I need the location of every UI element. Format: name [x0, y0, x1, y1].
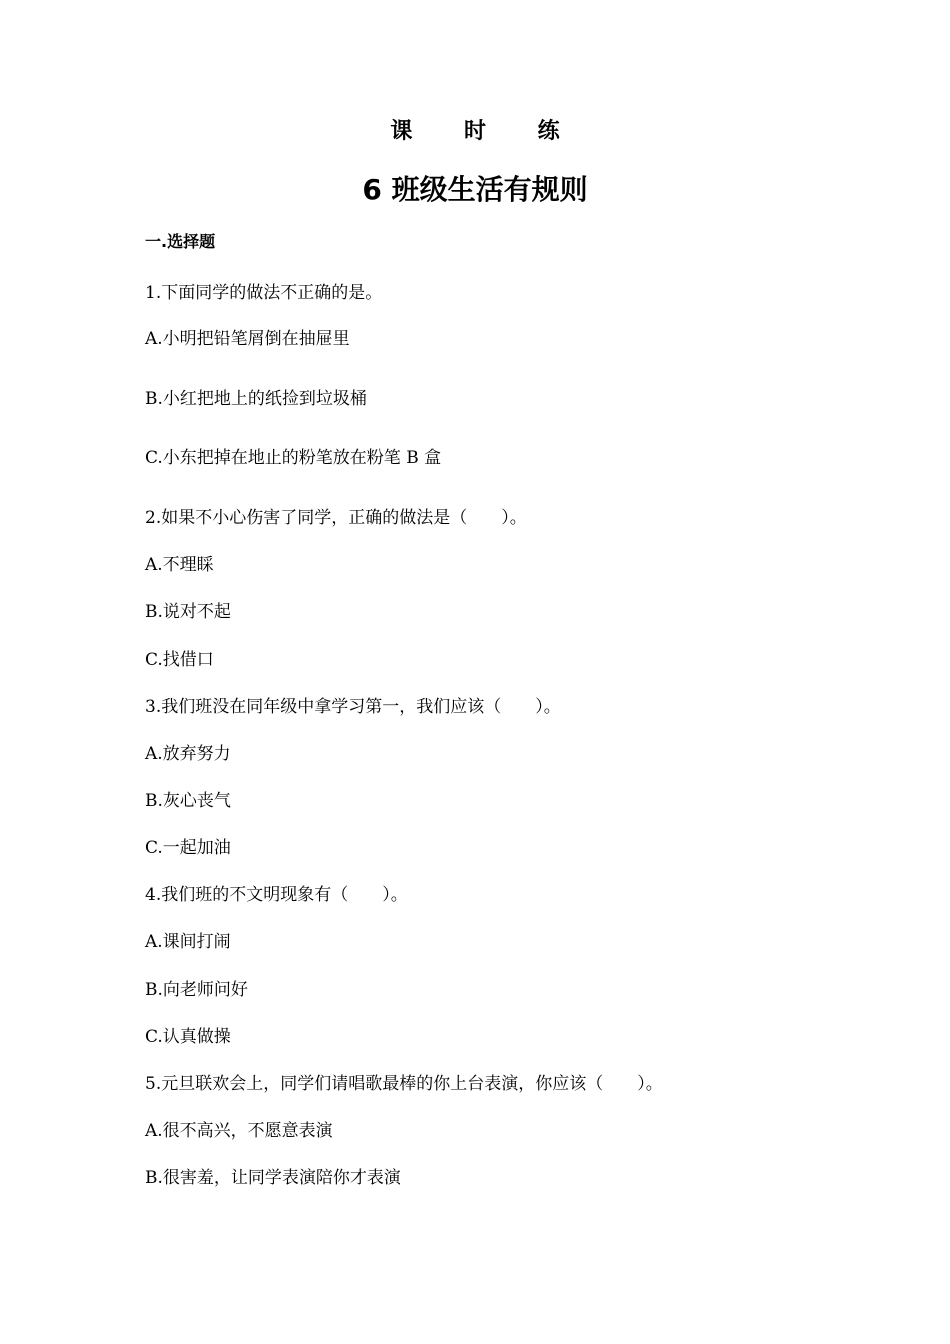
- question-5-option-a: A.很不高兴，不愿意表演: [145, 1121, 333, 1141]
- section-heading: 一.选择题: [145, 232, 216, 251]
- question-2-option-b: B.说对不起: [145, 602, 231, 622]
- question-2-option-c: C.找借口: [145, 650, 214, 670]
- page-title: 6 班级生活有规则: [362, 173, 588, 206]
- question-4-option-a: A.课间打闹: [145, 932, 231, 952]
- question-3-stem: 3.我们班没在同年级中拿学习第一，我们应该（ ）。: [145, 697, 561, 717]
- question-4-stem: 4.我们班的不文明现象有（ ）。: [145, 885, 408, 905]
- question-4-option-b: B.向老师问好: [145, 980, 248, 1000]
- question-2-option-a: A.不理睬: [145, 555, 214, 575]
- question-3-option-a: A.放弃努力: [145, 744, 231, 764]
- question-3-option-b: B.灰心丧气: [145, 791, 231, 811]
- page-subtitle: 课 时 练: [390, 119, 582, 144]
- question-1-option-c: C.小东把掉在地止的粉笔放在粉笔 B 盒: [145, 448, 442, 468]
- question-1-option-a: A.小明把铅笔屑倒在抽屉里: [145, 329, 350, 349]
- question-4-option-c: C.认真做操: [145, 1027, 231, 1047]
- question-1-option-b: B.小红把地上的纸捡到垃圾桶: [145, 389, 367, 409]
- question-5-stem: 5.元旦联欢会上，同学们请唱歌最棒的你上台表演，你应该（ ）。: [145, 1074, 663, 1094]
- question-2-stem: 2.如果不小心伤害了同学，正确的做法是（ ）。: [145, 508, 527, 528]
- question-3-option-c: C.一起加油: [145, 838, 231, 858]
- question-5-option-b: B.很害羞，让同学表演陪你才表演: [145, 1168, 401, 1188]
- question-1-stem: 1.下面同学的做法不正确的是。: [145, 283, 383, 303]
